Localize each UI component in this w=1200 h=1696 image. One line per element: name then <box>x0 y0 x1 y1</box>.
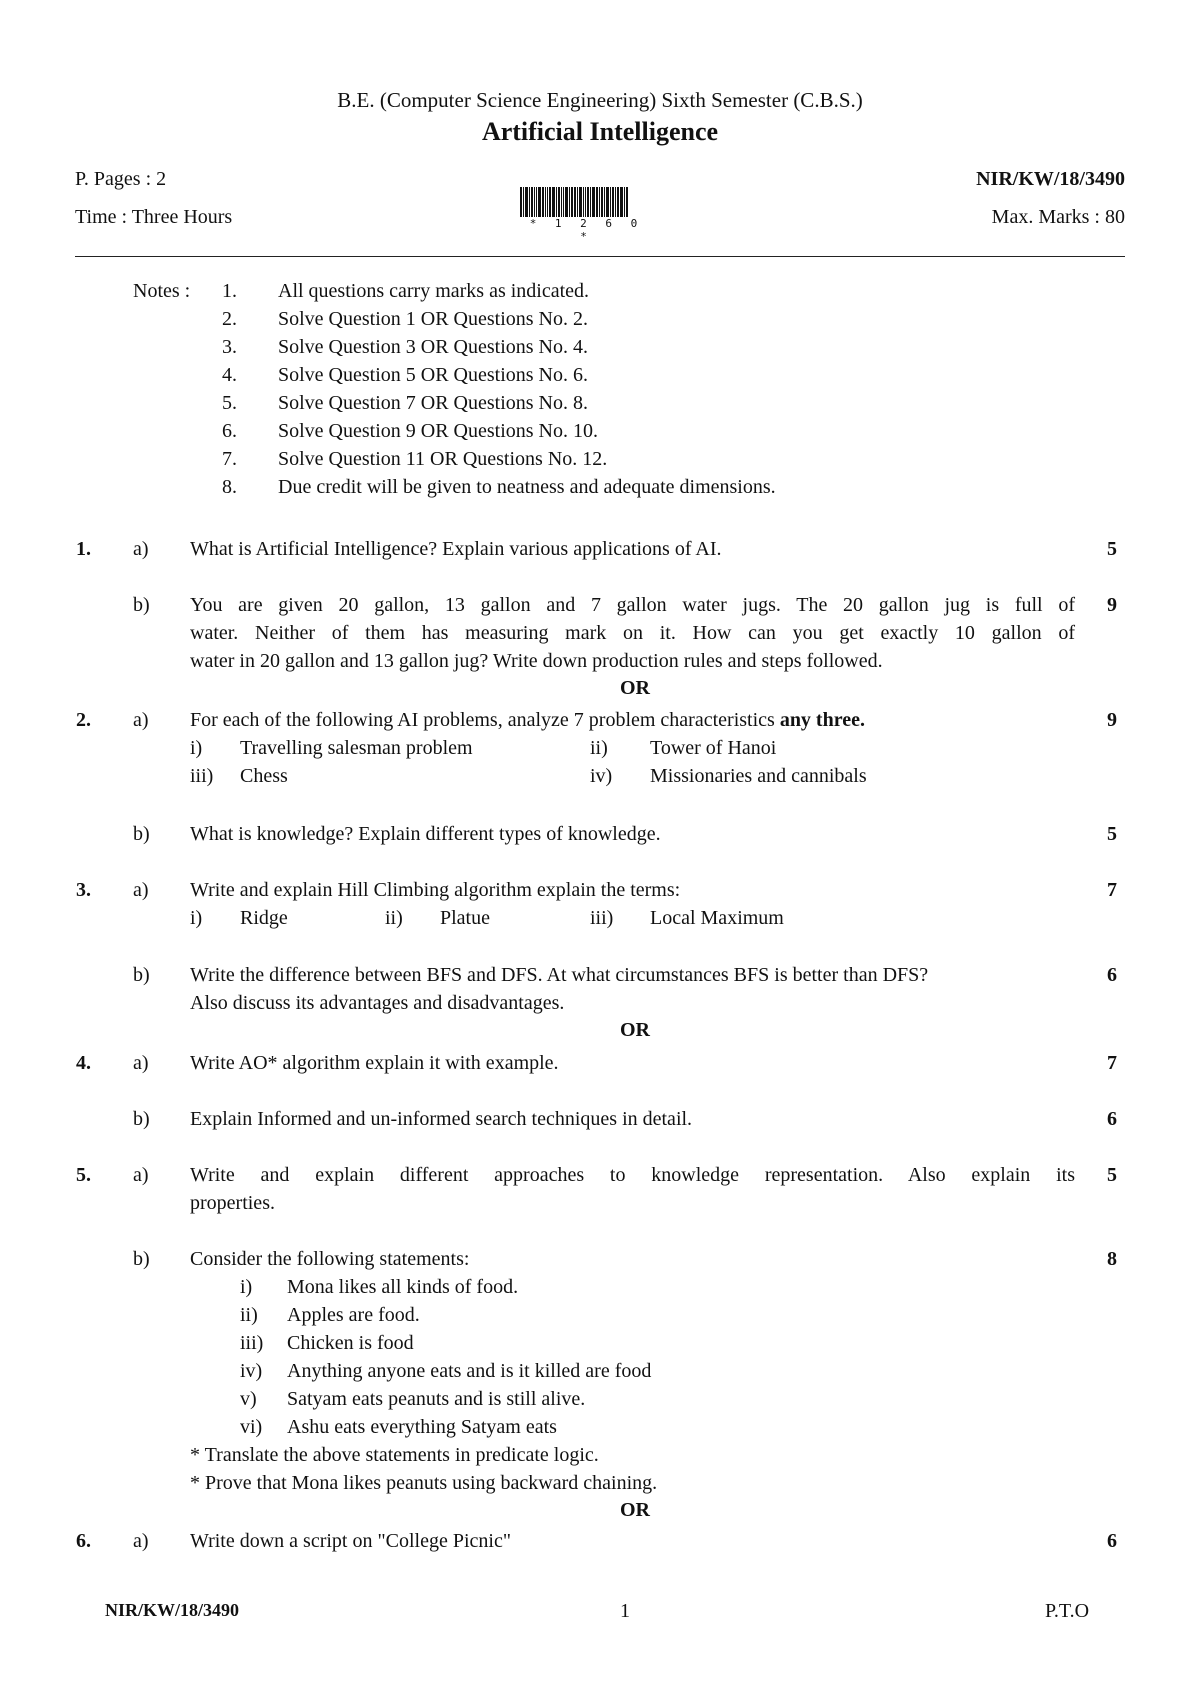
option-text: Ridge <box>240 907 288 929</box>
note-number: 3. <box>222 336 237 358</box>
statement-text: Anything anyone eats and is it killed are food <box>287 1360 652 1382</box>
statement-number: iii) <box>240 1332 264 1354</box>
option-number: i) <box>190 907 203 929</box>
note-number: 2. <box>222 308 237 330</box>
note-number: 1. <box>222 280 237 302</box>
statement-text: Mona likes all kinds of food. <box>287 1276 519 1298</box>
option-number: iii) <box>590 907 614 929</box>
note-number: 6. <box>222 420 237 442</box>
marks: 5 <box>1107 538 1117 560</box>
note-text: Due credit will be given to neatness and adequate dimensions. <box>278 476 776 498</box>
statement-number: i) <box>240 1276 253 1298</box>
question-text: Consider the following statements: <box>190 1248 470 1270</box>
question-text: Write and explain Hill Climbing algorithm explain the terms: <box>190 879 681 901</box>
question-text-line: Write the difference between BFS and DFS. At what circumstances BFS is better than DFS? <box>190 964 929 986</box>
note-number: 4. <box>222 364 237 386</box>
option-number: iii) <box>190 765 214 787</box>
question-number: 2. <box>76 709 91 731</box>
paper-code: NIR/KW/18/3490 <box>976 168 1125 190</box>
course-title: B.E. (Computer Science Engineering) Sixth Semester (C.B.S.) <box>337 88 863 112</box>
notes-label: Notes : <box>133 280 191 302</box>
option-number: i) <box>190 737 203 759</box>
option-text: Travelling salesman problem <box>240 737 473 759</box>
note-text: Solve Question 7 OR Questions No. 8. <box>278 392 588 414</box>
option-text: Missionaries and cannibals <box>650 765 867 787</box>
marks: 8 <box>1107 1248 1117 1270</box>
marks: 5 <box>1107 1164 1117 1186</box>
question-text <box>190 709 1075 732</box>
option-number: ii) <box>385 907 403 929</box>
question-text: What is Artificial Intelligence? Explain various applications of AI. <box>190 538 722 560</box>
question-text-line: Write and explain different approaches to knowledge representation. Also explain its <box>190 1164 1075 1186</box>
page-count: P. Pages : 2 <box>75 168 167 190</box>
or-divider: OR <box>620 1019 650 1041</box>
option-number: ii) <box>590 737 608 759</box>
question-text-main: For each of the following AI problems, analyze 7 problem characteristics <box>190 709 780 731</box>
marks: 7 <box>1107 879 1117 901</box>
page-number: 1 <box>620 1600 630 1622</box>
statement-text: Chicken is food <box>287 1332 414 1354</box>
statement-text: Ashu eats everything Satyam eats <box>287 1416 557 1438</box>
option-text: Chess <box>240 765 288 787</box>
header-divider <box>75 256 1125 257</box>
part-label: a) <box>133 709 149 731</box>
part-label: a) <box>133 1052 149 1074</box>
statement-number: v) <box>240 1388 257 1410</box>
barcode <box>520 187 653 217</box>
question-number: 5. <box>76 1164 91 1186</box>
marks: 9 <box>1107 709 1117 731</box>
option-text: Platue <box>440 907 490 929</box>
question-text-line: properties. <box>190 1192 275 1214</box>
marks: 6 <box>1107 1530 1117 1552</box>
option-text: Tower of Hanoi <box>650 737 777 759</box>
question-number: 4. <box>76 1052 91 1074</box>
part-label: b) <box>133 1248 150 1270</box>
part-label: a) <box>133 1164 149 1186</box>
statement-text: Satyam eats peanuts and is still alive. <box>287 1388 586 1410</box>
task-line: * Prove that Mona likes peanuts using backward chaining. <box>190 1472 658 1494</box>
note-number: 8. <box>222 476 237 498</box>
part-label: a) <box>133 538 149 560</box>
note-text: Solve Question 3 OR Questions No. 4. <box>278 336 588 358</box>
max-marks: Max. Marks : 80 <box>991 206 1125 228</box>
part-label: b) <box>133 823 150 845</box>
question-text: Write down a script on "College Picnic" <box>190 1530 512 1552</box>
question-number: 1. <box>76 538 91 560</box>
note-number: 7. <box>222 448 237 470</box>
task-line: * Translate the above statements in predicate logic. <box>190 1444 599 1466</box>
question-number: 6. <box>76 1530 91 1552</box>
subject-title: Artificial Intelligence <box>481 117 719 146</box>
exam-duration: Time : Three Hours <box>75 206 233 228</box>
note-text: Solve Question 1 OR Questions No. 2. <box>278 308 588 330</box>
question-text: What is knowledge? Explain different types of knowledge. <box>190 823 661 845</box>
or-divider: OR <box>620 677 650 699</box>
statement-number: iv) <box>240 1360 263 1382</box>
question-text-line: water. Neither of them has measuring mark on it. How can you get exactly 10 gallon of <box>190 622 1075 644</box>
question-number: 3. <box>76 879 91 901</box>
question-text: Write AO* algorithm explain it with example. <box>190 1052 559 1074</box>
note-text: All questions carry marks as indicated. <box>278 280 590 302</box>
question-text-emphasis: any three. <box>779 709 865 731</box>
note-text: Solve Question 11 OR Questions No. 12. <box>278 448 608 470</box>
part-label: b) <box>133 964 150 986</box>
statement-number: vi) <box>240 1416 263 1438</box>
option-number: iv) <box>590 765 613 787</box>
question-text-line: Also discuss its advantages and disadvantages. <box>190 992 565 1014</box>
note-text: Solve Question 5 OR Questions No. 6. <box>278 364 588 386</box>
barcode-number: * 1 2 6 0 * <box>529 217 644 243</box>
part-label: a) <box>133 1530 149 1552</box>
question-text-line: water in 20 gallon and 13 gallon jug? Write down production rules and steps followed. <box>190 650 883 672</box>
marks: 9 <box>1107 594 1117 616</box>
marks: 5 <box>1107 823 1117 845</box>
statement-text: Apples are food. <box>287 1304 420 1326</box>
part-label: a) <box>133 879 149 901</box>
pto-label: P.T.O <box>1045 1600 1090 1622</box>
question-text-line: You are given 20 gallon, 13 gallon and 7 gallon water jugs. The 20 gallon jug is full of <box>190 594 1075 616</box>
option-text: Local Maximum <box>650 907 784 929</box>
note-text: Solve Question 9 OR Questions No. 10. <box>278 420 598 442</box>
question-text: Explain Informed and un-informed search techniques in detail. <box>190 1108 693 1130</box>
marks: 6 <box>1107 964 1117 986</box>
statement-number: ii) <box>240 1304 258 1326</box>
or-divider: OR <box>620 1499 650 1521</box>
footer-paper-code: NIR/KW/18/3490 <box>105 1600 240 1620</box>
marks: 7 <box>1107 1052 1117 1074</box>
part-label: b) <box>133 1108 150 1130</box>
part-label: b) <box>133 594 150 616</box>
marks: 6 <box>1107 1108 1117 1130</box>
note-number: 5. <box>222 392 237 414</box>
